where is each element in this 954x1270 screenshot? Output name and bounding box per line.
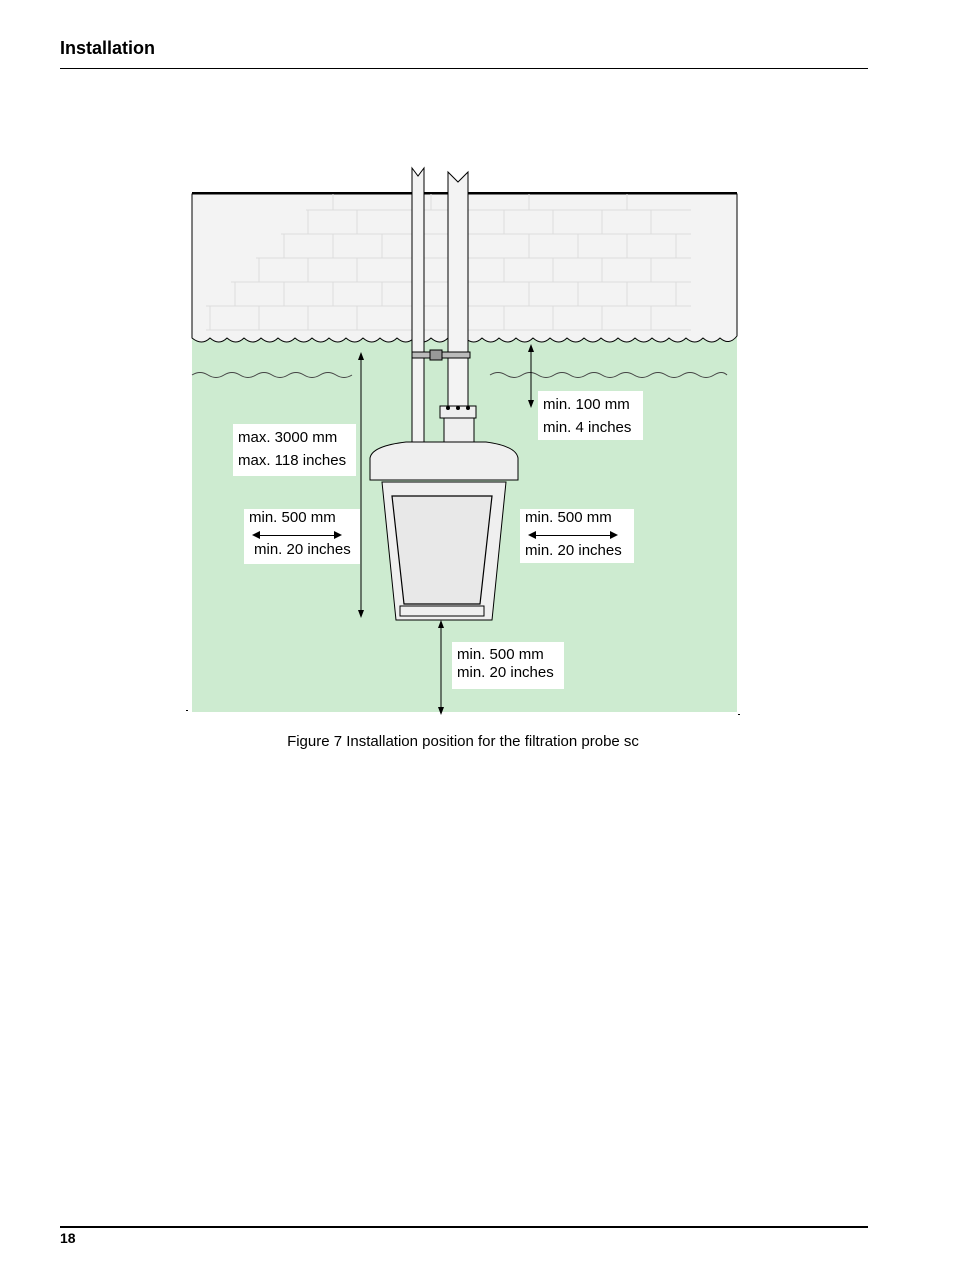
min-right-in: min. 20 inches xyxy=(525,542,622,559)
min-top-mm: min. 100 mm xyxy=(543,396,630,413)
min-right-label xyxy=(520,509,634,563)
min-left-arrow xyxy=(254,535,340,536)
installation-figure xyxy=(186,160,742,720)
footer-rule xyxy=(60,1226,868,1228)
header-rule xyxy=(60,68,868,69)
mounting-pipe xyxy=(448,172,468,406)
max-depth-in: max. 118 inches xyxy=(238,452,347,469)
min-left-in: min. 20 inches xyxy=(254,541,351,558)
probe-head xyxy=(370,442,518,480)
filter-membrane xyxy=(392,496,492,604)
probe-base xyxy=(400,606,484,616)
figure-caption xyxy=(0,733,954,750)
min-right-arrow xyxy=(530,535,616,536)
page-number: 18 xyxy=(60,1230,76,1246)
section-title: Installation xyxy=(60,38,156,58)
min-bottom-label xyxy=(452,642,564,689)
sample-tube xyxy=(412,168,424,442)
max-depth-mm: max. 3000 mm xyxy=(238,429,338,446)
min-left-label xyxy=(244,509,360,564)
figure-caption-text: Figure 7 Installation position for the filtration probe sc xyxy=(287,733,639,750)
min-top-in: min. 4 inches xyxy=(543,419,632,436)
min-left-mm: min. 500 mm xyxy=(249,509,336,526)
min-bottom-in: min. 20 inches xyxy=(457,664,554,681)
max-depth-label xyxy=(233,424,356,476)
min-top-label xyxy=(538,391,643,440)
min-right-mm: min. 500 mm xyxy=(525,509,612,526)
min-bottom-mm: min. 500 mm xyxy=(457,646,544,663)
